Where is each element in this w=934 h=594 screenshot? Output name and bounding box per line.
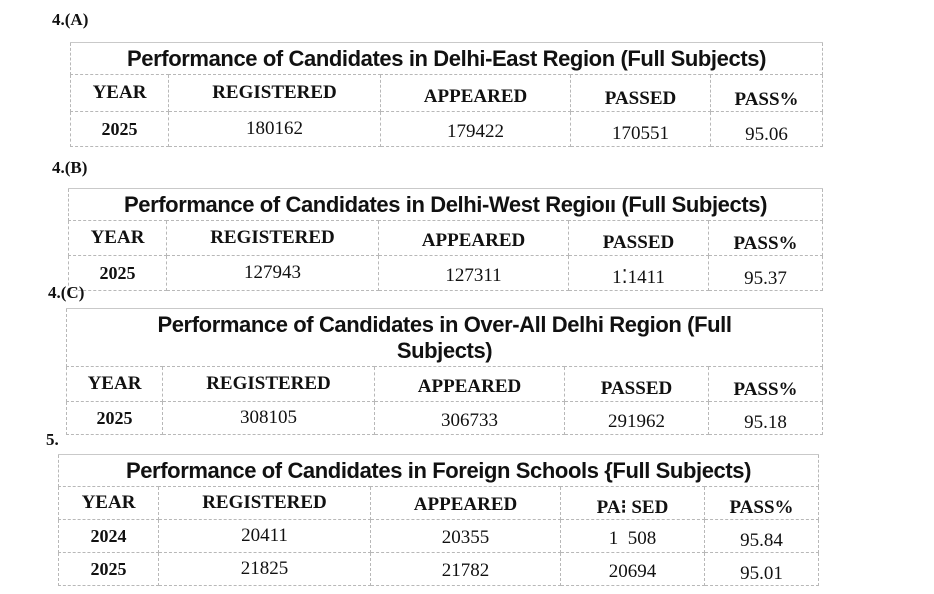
section-label-4c: 4.(C) xyxy=(48,283,85,302)
cell-appeared: 21782 xyxy=(371,553,561,586)
table-title-line-2: Subjects) xyxy=(396,337,493,363)
column-header-registered: REGISTERED xyxy=(159,487,371,520)
column-header-passed: PASSED xyxy=(569,221,709,256)
table-title xyxy=(67,309,823,367)
column-header-pass-pct: PASS% xyxy=(705,487,819,520)
section-label-5: 5. xyxy=(46,430,59,449)
cell-pass-pct: 95.37 xyxy=(709,256,823,291)
column-header-pass-pct: PASS% xyxy=(711,75,823,112)
column-header-passed: PASSED xyxy=(565,367,709,402)
cell-passed: 1 508 xyxy=(561,520,705,553)
cell-registered: 308105 xyxy=(163,402,375,435)
cell-year: 2025 xyxy=(69,256,167,291)
cell-year: 2024 xyxy=(59,520,159,553)
cell-passed: 170551 xyxy=(571,112,711,147)
cell-registered: 127943 xyxy=(167,256,379,291)
cell-registered: 21825 xyxy=(159,553,371,586)
cell-appeared: 20355 xyxy=(371,520,561,553)
column-header-passed: PA⁝ SED xyxy=(561,487,705,520)
column-header-year: YEAR xyxy=(59,487,159,520)
cell-appeared: 179422 xyxy=(381,112,571,147)
column-header-appeared: APPEARED xyxy=(381,75,571,112)
cell-year: 2025 xyxy=(59,553,159,586)
column-header-year: YEAR xyxy=(69,221,167,256)
column-header-registered: REGISTERED xyxy=(167,221,379,256)
column-header-passed: PASSED xyxy=(571,75,711,112)
cell-appeared: 306733 xyxy=(375,402,565,435)
table-title: Performance of Candidates in Delhi-East Region (Full Subjects) xyxy=(71,43,823,75)
cell-registered: 180162 xyxy=(169,112,381,147)
cell-year: 2025 xyxy=(71,112,169,147)
column-header-pass-pct: PASS% xyxy=(709,367,823,402)
table-title: Performance of Candidates in Delhi-West Regioıı (Full Subjects) xyxy=(69,189,823,221)
column-header-registered: REGISTERED xyxy=(163,367,375,402)
table-delhi-east xyxy=(70,42,823,147)
column-header-registered: REGISTERED xyxy=(169,75,381,112)
table-row xyxy=(59,553,819,586)
section-label-4a: 4.(A) xyxy=(52,10,89,29)
table-row xyxy=(67,402,823,435)
table-foreign-schools xyxy=(58,454,819,586)
cell-registered: 20411 xyxy=(159,520,371,553)
table-delhi-west xyxy=(68,188,823,291)
column-header-pass-pct: PASS% xyxy=(709,221,823,256)
column-header-appeared: APPEARED xyxy=(375,367,565,402)
table-overall-delhi xyxy=(66,308,823,435)
cell-pass-pct: 95.18 xyxy=(709,402,823,435)
table-row xyxy=(59,520,819,553)
cell-passed: 20694 xyxy=(561,553,705,586)
cell-appeared: 127311 xyxy=(379,256,569,291)
column-header-appeared: APPEARED xyxy=(379,221,569,256)
cell-pass-pct: 95.84 xyxy=(705,520,819,553)
section-label-4b: 4.(B) xyxy=(52,158,88,177)
table-title: Performance of Candidates in Foreign Schools {Full Subjects) xyxy=(59,455,819,487)
column-header-year: YEAR xyxy=(67,367,163,402)
table-title-line-1: Performance of Candidates in Over-All Delhi Region (Full xyxy=(157,311,732,337)
column-header-appeared: APPEARED xyxy=(371,487,561,520)
cell-passed: 1⁚1411 xyxy=(569,256,709,291)
table-row xyxy=(69,256,823,291)
cell-year: 2025 xyxy=(67,402,163,435)
column-header-year: YEAR xyxy=(71,75,169,112)
cell-passed: 291962 xyxy=(565,402,709,435)
cell-pass-pct: 95.01 xyxy=(705,553,819,586)
cell-pass-pct: 95.06 xyxy=(711,112,823,147)
table-row xyxy=(71,112,823,147)
